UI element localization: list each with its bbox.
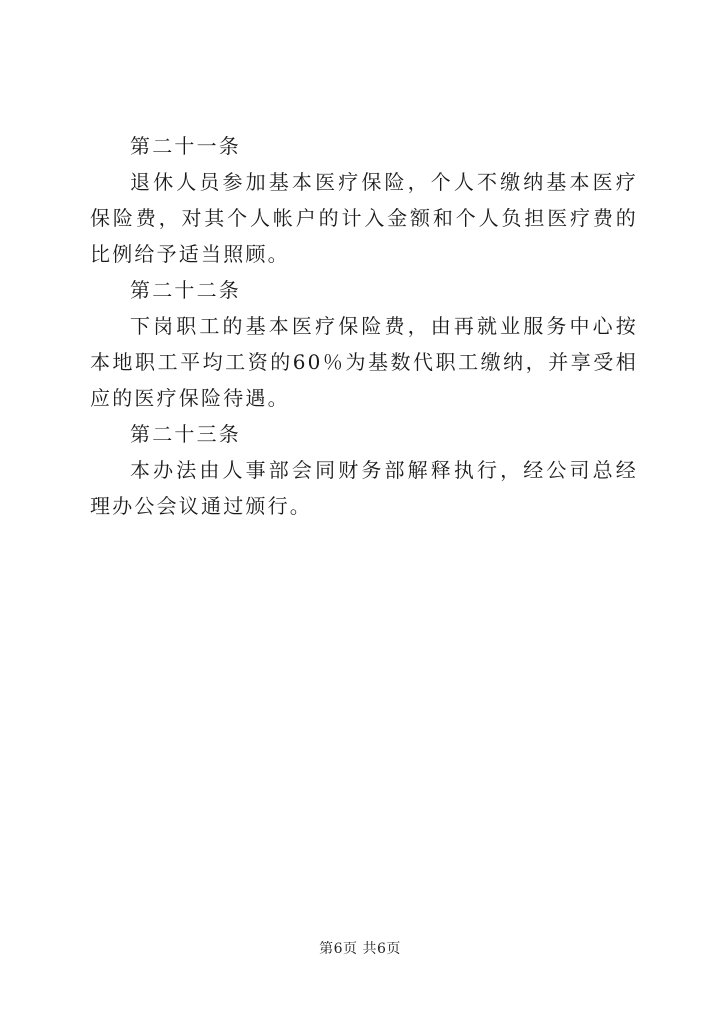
article-text-23: 本办法由人事部会同财务部解释执行，经公司总经理办公会议通过颁行。 (90, 458, 638, 518)
page-number-label: 第6页 共6页 (319, 941, 401, 957)
article-heading-22: 第二十二条 (130, 278, 241, 302)
article-text-21: 退休人员参加基本医疗保险，个人不缴纳基本医疗保险费，对其个人帐户的计入金额和个人负担医疗费的比例给予适当照顾。 (90, 170, 638, 266)
page-footer (0, 938, 720, 958)
article-heading-23: 第二十三条 (130, 422, 241, 446)
article-text-22: 下岗职工的基本医疗保险费，由再就业服务中心按本地职工平均工资的60％为基数代职工缴纳，并享受相应的医疗保险待遇。 (90, 314, 638, 410)
article-heading-21: 第二十一条 (130, 134, 241, 158)
document-body (90, 128, 638, 524)
